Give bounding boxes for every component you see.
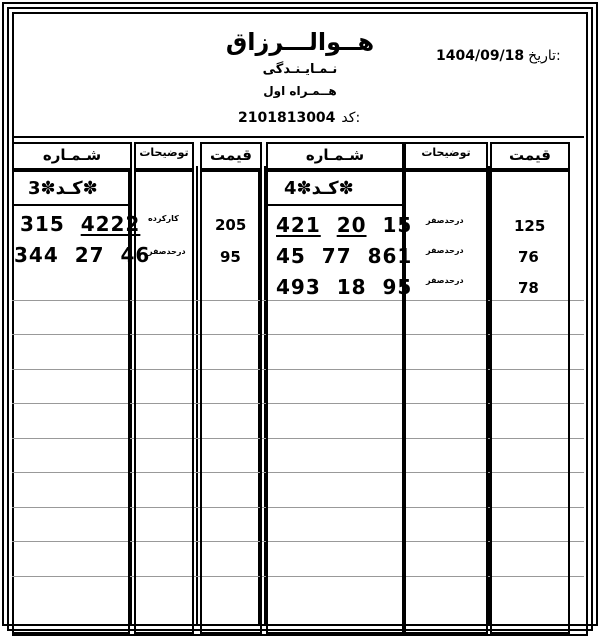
left-row-1-price: 205 — [215, 216, 247, 234]
header-divider — [12, 136, 584, 138]
right-row-1-price: 125 — [514, 217, 546, 235]
date-line — [436, 48, 561, 64]
agency-code-label: کد: — [341, 110, 361, 126]
right-group-label: کـد✽4✽ — [284, 178, 354, 199]
left-description-box — [134, 170, 194, 634]
right-row-1-description: درحدصفر — [426, 216, 464, 225]
right-header-price: قیمت — [490, 142, 570, 170]
left-row-2-price: 95 — [220, 248, 241, 266]
right-description-box — [404, 170, 488, 634]
left-header-price: قیمت — [200, 142, 262, 170]
right-row-3-price: 78 — [518, 279, 539, 297]
left-group-label: کـد✽3✽ — [28, 178, 98, 199]
left-row-1-number: 315 4222 — [20, 212, 141, 236]
right-row-2-description: درحدصفر — [426, 246, 464, 255]
left-number-box — [12, 170, 130, 634]
document-title: هــوالـــرزاق — [225, 28, 375, 56]
right-price-box — [490, 170, 570, 634]
date-value: 1404/09/18 — [436, 48, 525, 64]
date-label: تاریخ: — [528, 48, 561, 64]
right-row-1-number: 421 20 15 — [276, 213, 413, 237]
left-row-2-description: درحدصفر — [148, 247, 186, 256]
right-header-description: توضیحات — [404, 142, 488, 170]
document-subtitle-operator: هــمـراه اول — [263, 84, 337, 98]
right-row-2-price: 76 — [518, 248, 539, 266]
right-header-number: شـمـاره — [266, 142, 404, 170]
agency-code — [238, 110, 360, 126]
left-header-description: توضیحات — [134, 142, 194, 170]
left-row-2-number: 344 27 46 — [14, 243, 151, 267]
left-price-box — [200, 170, 262, 634]
right-number-box — [266, 170, 404, 634]
right-row-2-number: 45 77 861 — [276, 244, 413, 268]
document-subtitle-agency: نـمـایـنـدگی — [262, 62, 338, 77]
right-row-3-description: درحدصفر — [426, 276, 464, 285]
left-header-number: شـمـاره — [12, 142, 132, 170]
agency-code-value: 2101813004 — [238, 110, 336, 126]
right-row-3-number: 493 18 95 — [276, 275, 413, 299]
left-row-1-description: کارکرده — [148, 214, 179, 223]
